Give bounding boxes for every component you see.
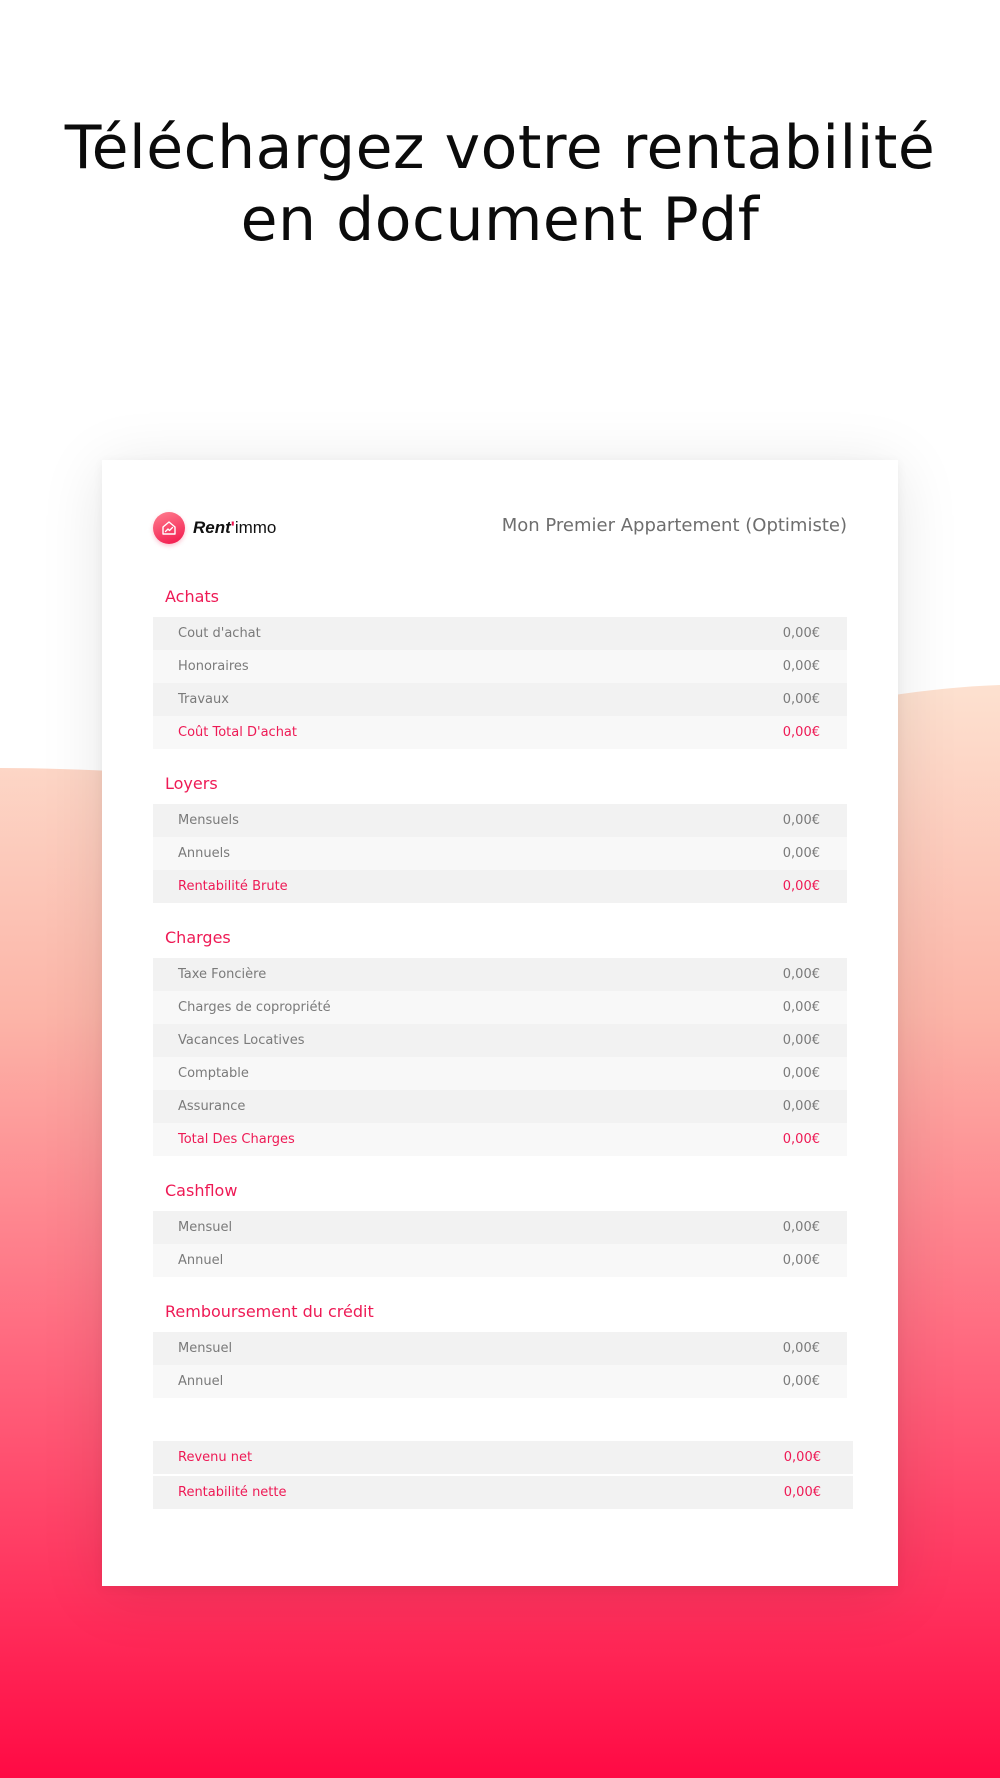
rentimmo-logo — [153, 510, 276, 546]
section-title: Charges — [165, 928, 231, 947]
logo-part-rent: Rent — [193, 518, 231, 537]
table-row — [153, 650, 847, 683]
total-row — [153, 1123, 847, 1156]
row-value: 0,00€ — [782, 692, 820, 707]
summary-row — [153, 1441, 853, 1474]
row-label: Rentabilité Brute — [178, 879, 288, 894]
row-label: Mensuels — [178, 813, 239, 828]
row-label: Total Des Charges — [178, 1132, 295, 1147]
total-row — [153, 716, 847, 749]
row-value: 0,00€ — [782, 1132, 820, 1147]
row-label: Assurance — [178, 1099, 246, 1114]
row-value: 0,00€ — [782, 813, 820, 828]
row-value: 0,00€ — [782, 1253, 820, 1268]
section-charges — [153, 918, 847, 1156]
section-rows — [153, 617, 847, 749]
section-rows — [153, 1211, 847, 1277]
table-row — [153, 837, 847, 870]
row-label: Charges de copropriété — [178, 1000, 331, 1015]
table-row — [153, 1057, 847, 1090]
row-value: 0,00€ — [782, 725, 820, 740]
row-value: 0,00€ — [783, 1450, 821, 1465]
section-title: Cashflow — [165, 1181, 238, 1200]
row-label: Revenu net — [178, 1450, 253, 1465]
document-title: Mon Premier Appartement (Optimiste) — [501, 515, 847, 536]
table-row — [153, 991, 847, 1024]
row-value: 0,00€ — [782, 967, 820, 982]
row-label: Mensuel — [178, 1220, 233, 1235]
row-value: 0,00€ — [782, 659, 820, 674]
section-title: Loyers — [165, 774, 218, 793]
row-label: Rentabilité nette — [178, 1485, 287, 1500]
table-row — [153, 1090, 847, 1123]
row-value: 0,00€ — [782, 1374, 820, 1389]
row-value: 0,00€ — [782, 846, 820, 861]
section-rows — [153, 958, 847, 1156]
pdf-document-preview — [102, 460, 898, 1586]
document-header — [153, 510, 847, 546]
summary-table — [153, 1441, 853, 1511]
house-chart-icon — [153, 512, 185, 544]
row-value: 0,00€ — [782, 626, 820, 641]
row-label: Taxe Foncière — [178, 967, 267, 982]
row-value: 0,00€ — [782, 879, 820, 894]
logo-wordmark — [193, 518, 276, 538]
row-label: Travaux — [178, 692, 229, 707]
row-value: 0,00€ — [782, 1220, 820, 1235]
row-label: Comptable — [178, 1066, 249, 1081]
row-label: Mensuel — [178, 1341, 233, 1356]
row-value: 0,00€ — [782, 1066, 820, 1081]
row-label: Cout d'achat — [178, 626, 261, 641]
summary-row — [153, 1476, 853, 1509]
table-row — [153, 617, 847, 650]
section-rows — [153, 1332, 847, 1398]
section-achats — [153, 577, 847, 749]
headline-line-1: Téléchargez votre rentabilité — [64, 113, 936, 183]
section-loyers — [153, 764, 847, 903]
section-title: Achats — [165, 587, 220, 606]
row-label: Annuel — [178, 1374, 224, 1389]
row-label: Coût Total D'achat — [178, 725, 297, 740]
row-value: 0,00€ — [782, 1033, 820, 1048]
row-value: 0,00€ — [783, 1485, 821, 1500]
row-value: 0,00€ — [782, 1000, 820, 1015]
logo-apostrophe: ' — [230, 518, 235, 537]
row-label: Annuel — [178, 1253, 224, 1268]
page-headline — [0, 112, 1000, 256]
row-value: 0,00€ — [782, 1099, 820, 1114]
table-row — [153, 1211, 847, 1244]
table-row — [153, 1365, 847, 1398]
headline-line-2: en document Pdf — [240, 185, 760, 255]
logo-part-immo: immo — [234, 518, 277, 537]
table-row — [153, 804, 847, 837]
row-label: Honoraires — [178, 659, 249, 674]
table-row — [153, 683, 847, 716]
row-label: Annuels — [178, 846, 230, 861]
table-row — [153, 958, 847, 991]
section-rows — [153, 804, 847, 903]
total-row — [153, 870, 847, 903]
section-remboursement-du-credit — [153, 1292, 847, 1398]
row-value: 0,00€ — [782, 1341, 820, 1356]
table-row — [153, 1024, 847, 1057]
table-row — [153, 1332, 847, 1365]
section-title: Remboursement du crédit — [165, 1302, 374, 1321]
section-cashflow — [153, 1171, 847, 1277]
table-row — [153, 1244, 847, 1277]
row-label: Vacances Locatives — [178, 1033, 305, 1048]
